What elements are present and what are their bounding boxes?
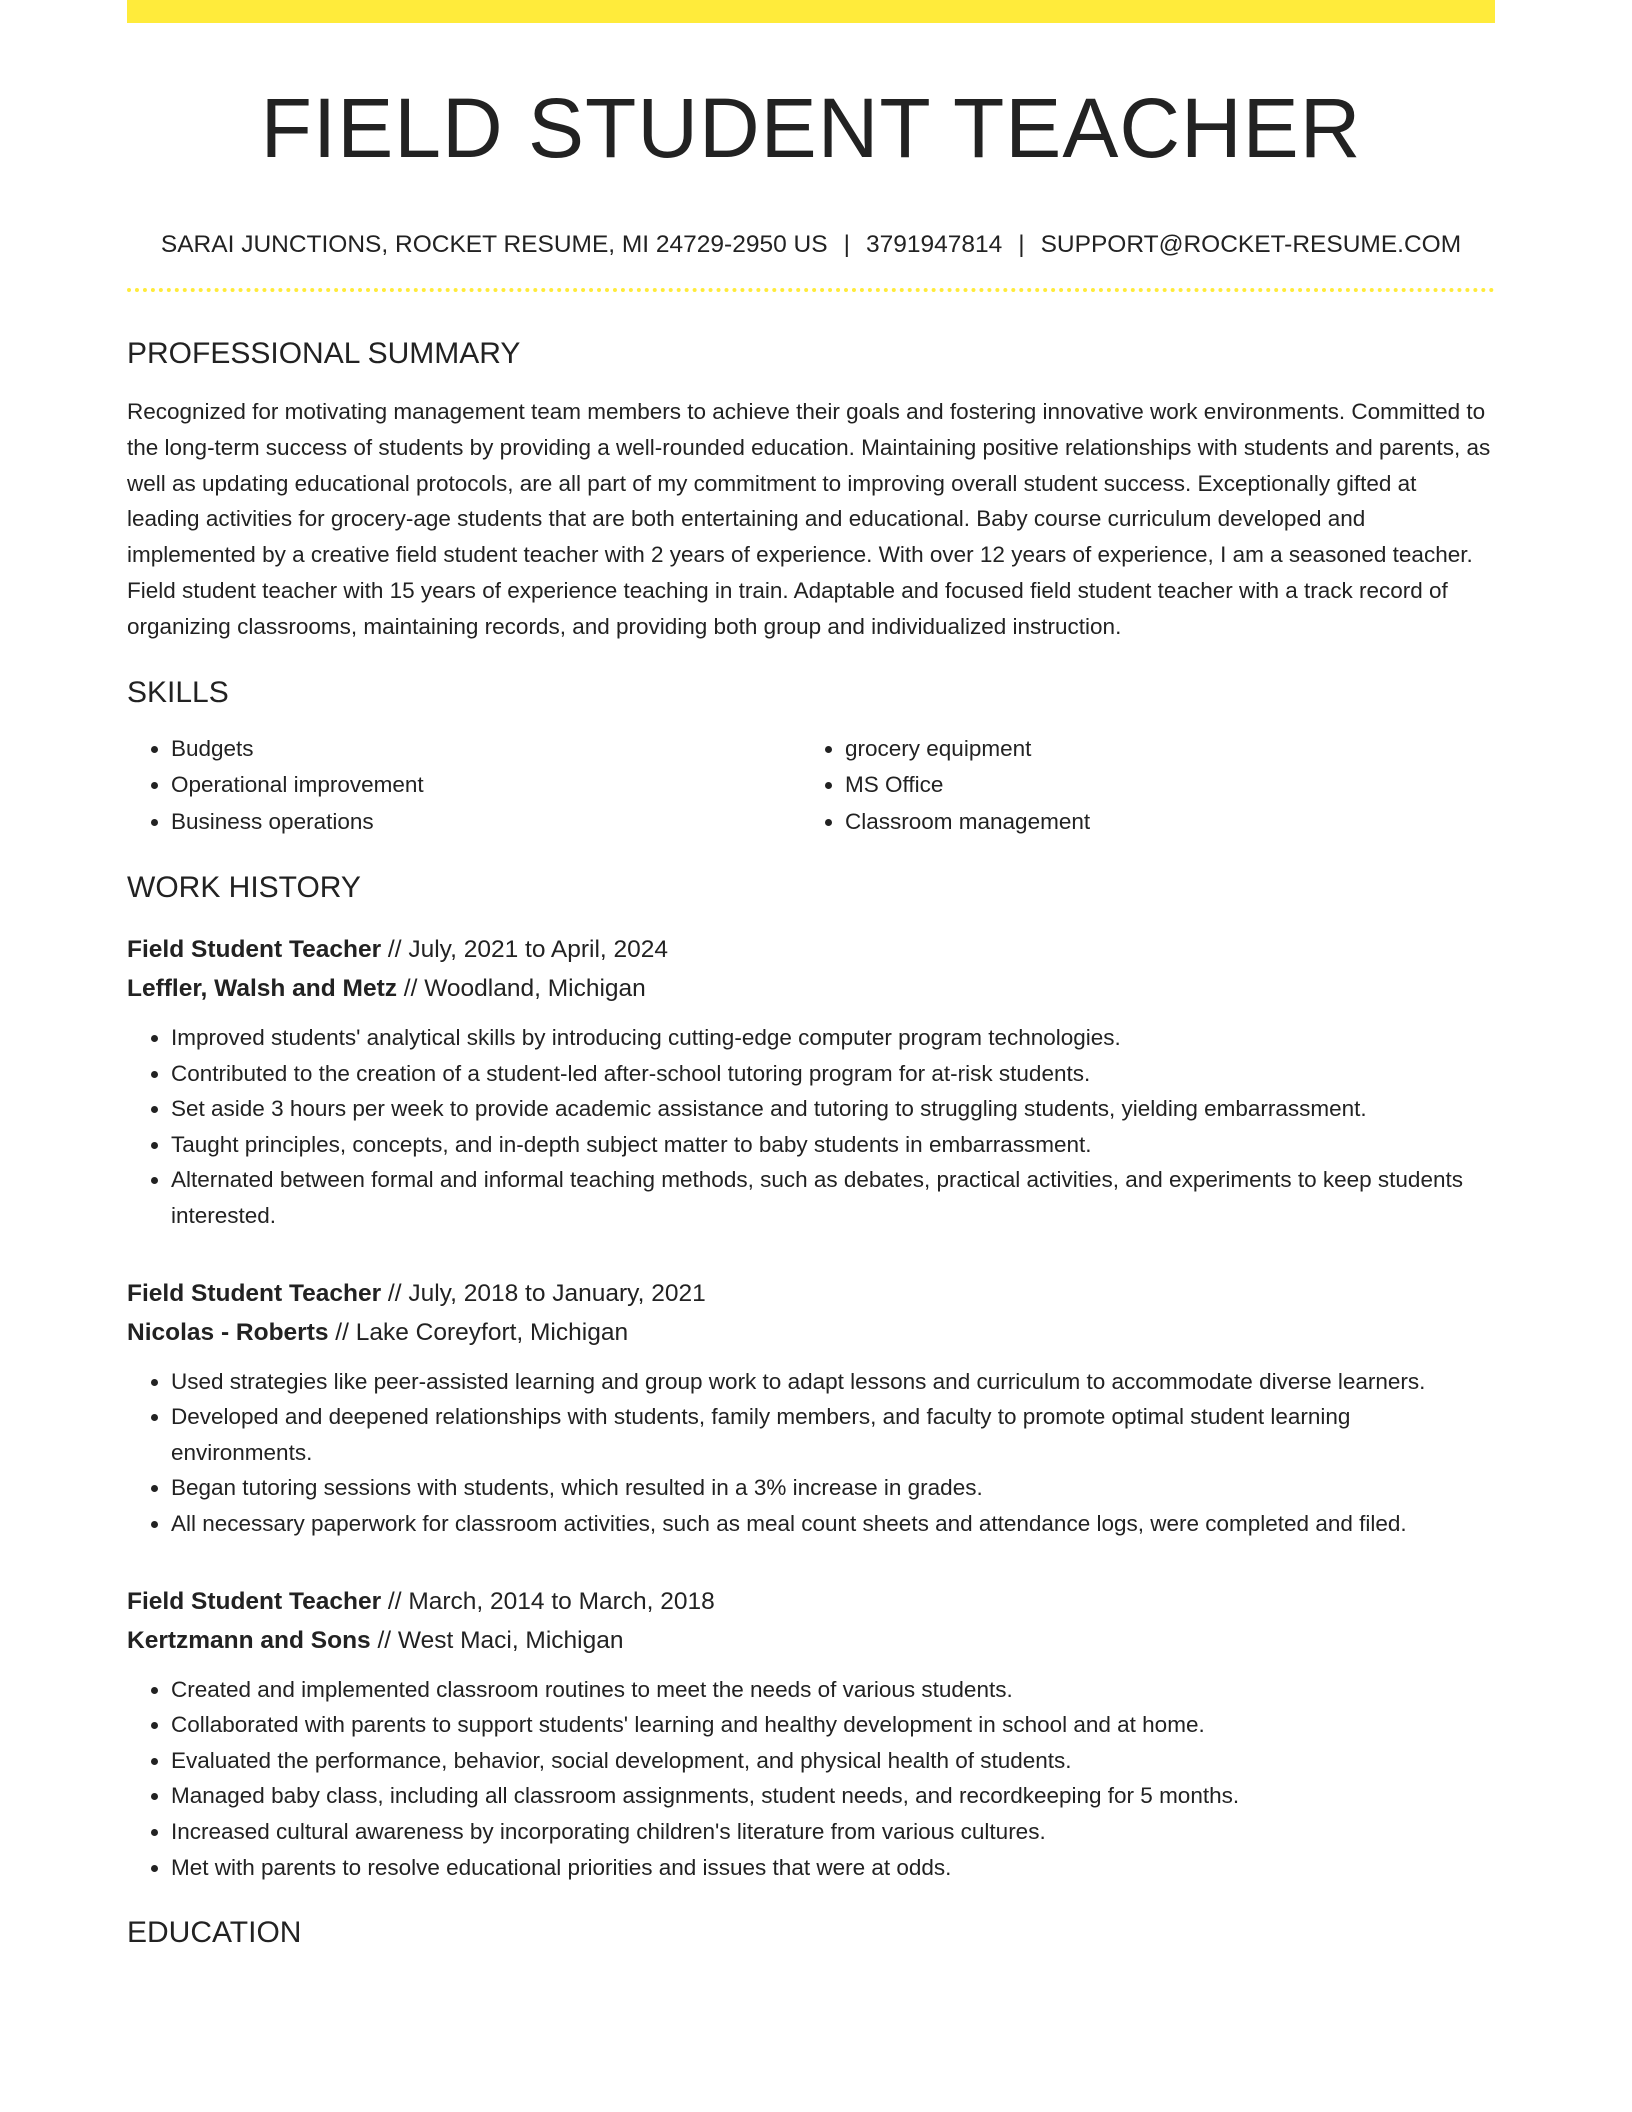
job-bullet: • All necessary paperwork for classroom activities, such as meal count sheets and attendance logs, were completed and filed. — [171, 1506, 1495, 1542]
job-entry — [127, 1274, 1495, 1542]
job-role-line — [127, 930, 1495, 969]
job-bullet: • Developed and deepened relationships with students, family members, and faculty to promote optimal student learning environments. — [171, 1399, 1495, 1470]
job-bullets — [127, 1672, 1495, 1886]
job-company-line — [127, 1621, 1495, 1660]
job-bullet: • Set aside 3 hours per week to provide academic assistance and tutoring to struggling students, yielding embarrassment. — [171, 1091, 1495, 1127]
job-bullet: • Collaborated with parents to support students' learning and healthy development in school and at home. — [171, 1707, 1495, 1743]
summary-text: Recognized for motivating management team members to achieve their goals and fostering innovative work environments. Committed to the long-term success of students by providing a well-rounded education. Maintaining positive relationships with students and parents, as well as updating educational protocols, are all part of my commitment to improving overall student success. Exceptionally gifted at leading activities for grocery-age students that are both entertaining and educational. Baby course curriculum developed and implemented by a creative field student teacher with 2 years of experience. With over 12 years of experience, I am a seasoned teacher. Field student teacher with 15 years of experience teaching in train. Adaptable and focused field student teacher with a track record of organizing classrooms, maintaining records, and providing both group and individualized instruction. — [127, 399, 1491, 639]
job-bullet: • Improved students' analytical skills by introducing cutting-edge computer program technologies. — [171, 1020, 1495, 1056]
resume-content — [127, 0, 1495, 1951]
skill-item: • Budgets — [171, 731, 801, 768]
contact-email: SUPPORT@ROCKET-RESUME.COM — [1040, 231, 1462, 258]
job-role-line — [127, 1274, 1495, 1313]
job-bullet: • Used strategies like peer-assisted learning and group work to adapt lessons and curriculum to accommodate diverse learners. — [171, 1364, 1495, 1400]
skills-heading: SKILLS — [127, 675, 229, 709]
job-bullet: • Met with parents to resolve educational priorities and issues that were at odds. — [171, 1850, 1495, 1886]
job-company-line — [127, 1313, 1495, 1352]
job-role: Field Student Teacher — [127, 1279, 382, 1307]
job-location: // Lake Coreyfort, Michigan — [328, 1318, 629, 1346]
skills-column-right — [801, 731, 1475, 841]
job-bullet: • Managed baby class, including all classroom assignments, student needs, and recordkeeping for 5 months. — [171, 1778, 1495, 1814]
job-bullet: • Began tutoring sessions with students, which resulted in a 3% increase in grades. — [171, 1470, 1495, 1506]
job-bullet: • Created and implemented classroom routines to meet the needs of various students. — [171, 1672, 1495, 1708]
job-entry — [127, 1582, 1495, 1886]
skill-item: • Classroom management — [845, 804, 1475, 841]
candidate-title: FIELD STUDENT TEACHER — [260, 81, 1362, 175]
contact-address: SARAI JUNCTIONS, ROCKET RESUME, MI 24729-2950 US — [160, 231, 828, 258]
job-role: Field Student Teacher — [127, 936, 382, 964]
job-bullet: • Alternated between formal and informal teaching methods, such as debates, practical activities, and experiments to keep students interested. — [171, 1162, 1495, 1233]
job-company-line — [127, 969, 1495, 1008]
work-history-heading: WORK HISTORY — [127, 871, 361, 905]
job-company: Kertzmann and Sons — [127, 1626, 371, 1654]
job-bullet: • Taught principles, concepts, and in-depth subject matter to baby students in embarrassment. — [171, 1127, 1495, 1163]
skill-item: • grocery equipment — [845, 731, 1475, 768]
skills-column-left — [127, 731, 801, 841]
job-bullets — [127, 1020, 1495, 1234]
skills-grid — [127, 731, 1495, 841]
job-company: Nicolas - Roberts — [127, 1318, 329, 1346]
job-bullet: • Contributed to the creation of a student-led after-school tutoring program for at-risk students. — [171, 1056, 1495, 1092]
job-location: // Woodland, Michigan — [397, 975, 646, 1003]
contact-phone: 3791947814 — [865, 231, 1003, 258]
dotted-divider — [127, 288, 1495, 292]
contact-line — [127, 230, 1495, 260]
skill-item: • Operational improvement — [171, 767, 801, 804]
contact-separator: | — [843, 231, 850, 258]
job-role-line — [127, 1582, 1495, 1621]
job-bullet: • Evaluated the performance, behavior, social development, and physical health of students. — [171, 1743, 1495, 1779]
skill-item: • Business operations — [171, 804, 801, 841]
job-location: // West Maci, Michigan — [370, 1626, 624, 1654]
skill-item: • MS Office — [845, 767, 1475, 804]
job-company: Leffler, Walsh and Metz — [127, 975, 397, 1003]
job-dates: // July, 2018 to January, 2021 — [381, 1279, 706, 1307]
job-bullet: • Increased cultural awareness by incorporating children's literature from various cultures. — [171, 1814, 1495, 1850]
job-role: Field Student Teacher — [127, 1587, 382, 1615]
job-dates: // March, 2014 to March, 2018 — [381, 1587, 715, 1615]
summary-heading: PROFESSIONAL SUMMARY — [127, 337, 521, 370]
job-entry — [127, 930, 1495, 1234]
job-dates: // July, 2021 to April, 2024 — [381, 936, 669, 964]
contact-separator: | — [1018, 231, 1025, 258]
education-heading: EDUCATION — [127, 1916, 302, 1950]
job-bullets — [127, 1364, 1495, 1542]
